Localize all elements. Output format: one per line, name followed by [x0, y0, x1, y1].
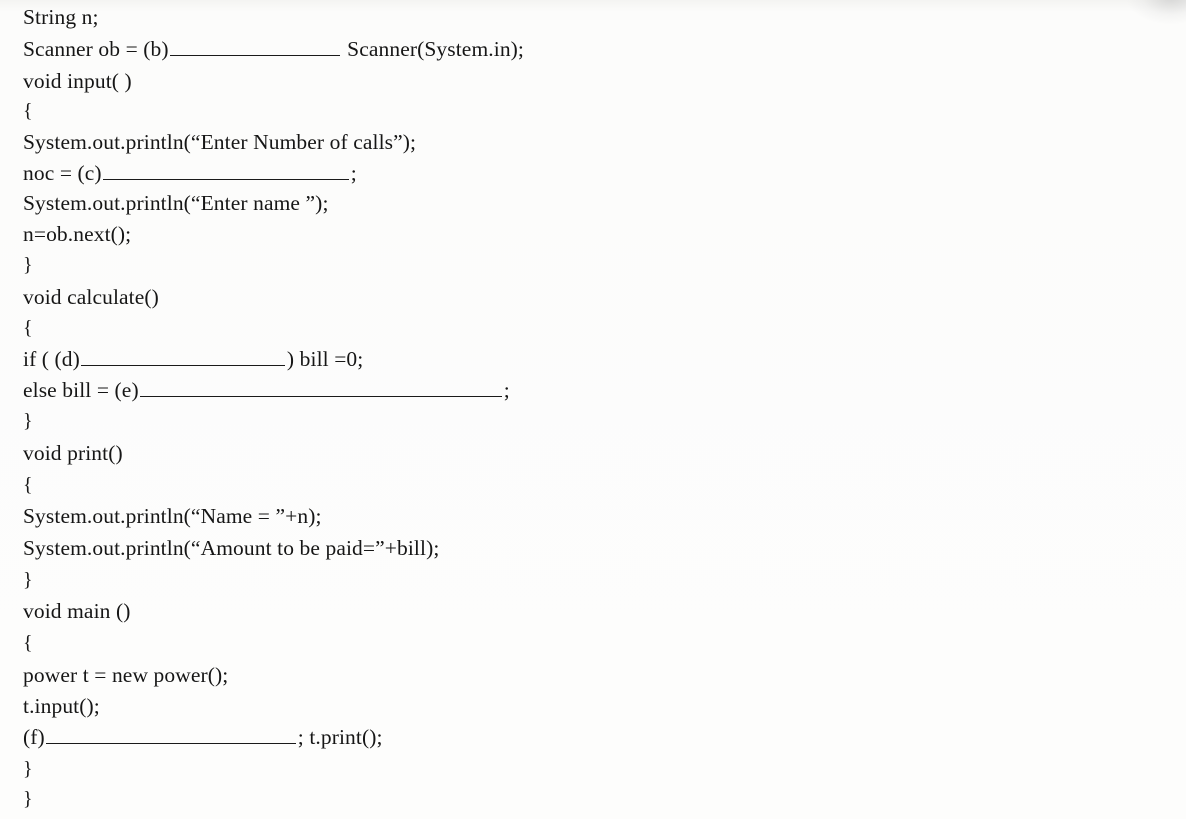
code-line-4	[23, 96, 33, 126]
code-line-2	[23, 34, 524, 64]
code-text: if ( (d)	[23, 347, 80, 371]
code-text: else bill = (e)	[23, 378, 139, 402]
code-line-20	[23, 596, 130, 626]
code-text: Scanner ob = (b)	[23, 37, 169, 61]
code-line-26	[23, 784, 33, 814]
code-text: t.input();	[23, 694, 100, 718]
code-line-24	[23, 722, 383, 752]
fill-in-blank-e	[140, 376, 502, 397]
code-text: System.out.println(“Name = ”+n);	[23, 504, 322, 528]
code-line-1	[23, 2, 99, 32]
code-text: {	[23, 317, 33, 339]
code-line-25	[23, 754, 33, 784]
code-line-11	[23, 313, 33, 343]
code-text: void main ()	[23, 599, 131, 623]
code-line-23	[23, 691, 100, 721]
code-text: void print()	[23, 441, 123, 465]
code-text: ) bill =0;	[286, 347, 364, 371]
code-line-3	[23, 66, 132, 96]
code-line-14	[23, 406, 33, 436]
code-text: ;	[350, 161, 357, 185]
code-line-22	[23, 660, 228, 690]
code-line-15	[23, 438, 123, 468]
fill-in-blank-f	[46, 723, 296, 744]
code-line-9	[23, 250, 33, 280]
code-line-10	[23, 282, 159, 312]
code-text: }	[23, 410, 33, 432]
code-text: power t = new power();	[23, 663, 229, 687]
code-text: Scanner(System.in);	[341, 37, 524, 61]
code-text: System.out.println(“Enter Number of calls”);	[23, 130, 417, 154]
code-text: }	[23, 569, 33, 591]
fill-in-blank-d	[81, 345, 285, 366]
code-line-8	[23, 219, 131, 249]
code-text: void input( )	[23, 69, 132, 93]
code-text: String n;	[23, 5, 99, 29]
code-line-5	[23, 127, 416, 157]
code-text: n=ob.next();	[23, 222, 132, 246]
code-text: void calculate()	[23, 285, 159, 309]
code-line-13	[23, 375, 510, 405]
code-text: System.out.println(“Amount to be paid=”+bill);	[23, 536, 440, 560]
code-text: }	[23, 254, 33, 276]
code-text: {	[23, 474, 33, 496]
code-line-16	[23, 470, 33, 500]
code-text: ;	[503, 378, 510, 402]
code-line-12	[23, 344, 363, 374]
code-text: ; t.print();	[297, 725, 383, 749]
page-corner-shadow	[1126, 0, 1186, 25]
code-line-21	[23, 628, 33, 658]
code-text: }	[23, 758, 33, 780]
code-line-6	[23, 158, 357, 188]
code-text: {	[23, 100, 33, 122]
code-text: (f)	[23, 725, 45, 749]
code-text: noc = (c)	[23, 161, 102, 185]
fill-in-blank-b	[170, 35, 340, 56]
code-text: {	[23, 632, 33, 654]
fill-in-blank-c	[103, 159, 349, 180]
code-text: System.out.println(“Enter name ”);	[23, 191, 329, 215]
code-text: }	[23, 788, 33, 810]
code-line-7	[23, 188, 329, 218]
code-line-19	[23, 565, 33, 595]
code-line-18	[23, 533, 439, 563]
code-line-17	[23, 501, 322, 531]
